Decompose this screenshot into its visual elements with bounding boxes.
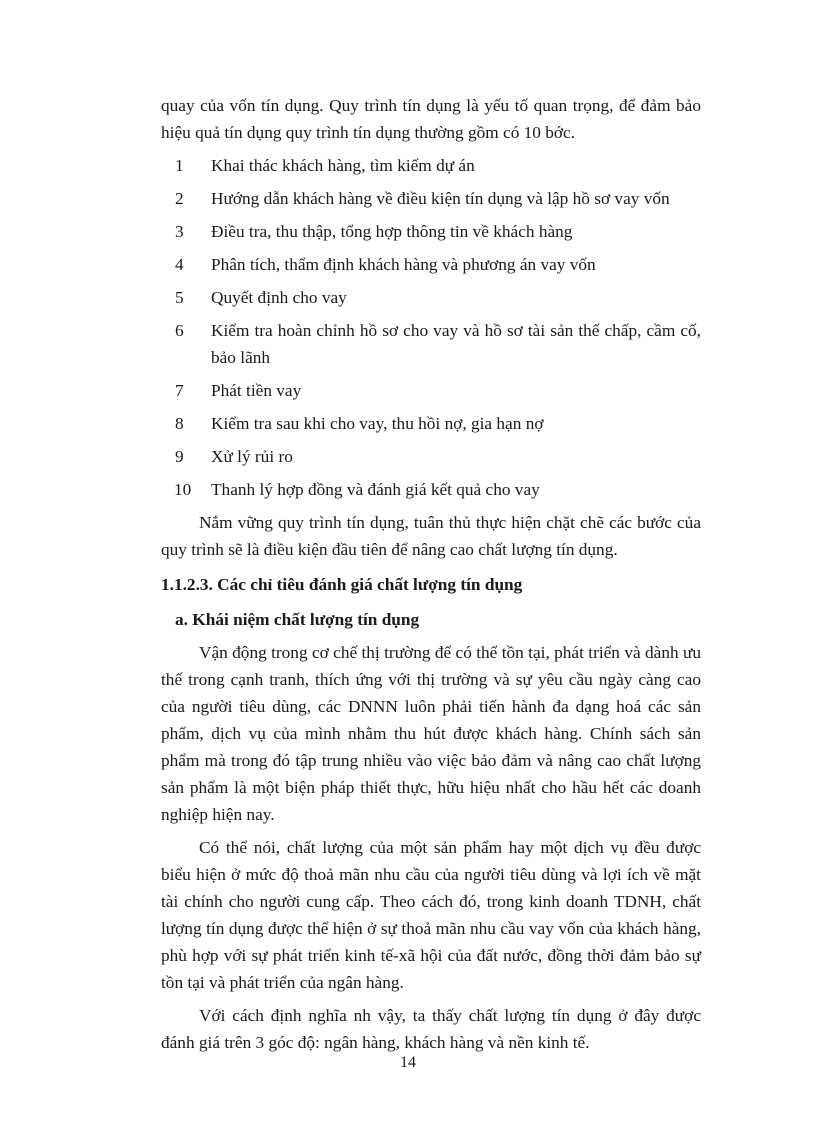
step-text: Khai thác khách hàng, tìm kiếm dự án <box>211 156 475 175</box>
step-number: 7 <box>175 381 184 400</box>
step-text: Điều tra, thu thập, tổng hợp thông tin về khách hàng <box>211 222 573 241</box>
step-number: 8 <box>175 414 184 433</box>
list-item <box>175 218 701 245</box>
body-paragraph: Vận động trong cơ chế thị trường để có thể tồn tại, phát triển và dành ưu thế trong cạnh tranh, thích ứng với thị trường và sự yêu cầu ngày càng cao của người tiêu dùng, các DNNN luôn phải tiến hành đa dạng hoá các sản phẩm, dịch vụ của mình nhằm thu hút được khách hàng. Chính sách sản phẩm mà trong đó tập trung nhiều vào việc bảo đảm và nâng cao chất lượng sản phẩm là một biện pháp thiết thực, hữu hiệu nhất cho hầu hết các doanh nghiệp hiện nay. <box>161 643 701 824</box>
step-number: 6 <box>175 321 184 340</box>
step-text: Thanh lý hợp đồng và đánh giá kết quả cho vay <box>211 480 540 499</box>
section-heading: 1.1.2.3. Các chỉ tiêu đánh giá chất lượng tín dụng <box>161 575 523 594</box>
list-item <box>175 152 701 179</box>
step-text: Xử lý rủi ro <box>211 447 293 466</box>
subsection-heading: a. Khái niệm chất lượng tín dụng <box>175 610 420 629</box>
step-text: Phân tích, thẩm định khách hàng và phương án vay vốn <box>211 255 596 274</box>
step-number: 2 <box>175 189 184 208</box>
body-paragraph: Với cách định nghĩa nh vậy, ta thấy chất lượng tín dụng ở đây được đánh giá trên 3 góc độ: ngân hàng, khách hàng và nền kinh tế. <box>161 1006 701 1052</box>
step-number: 9 <box>175 447 184 466</box>
list-item <box>175 476 701 503</box>
step-text: Kiểm tra sau khi cho vay, thu hồi nợ, gia hạn nợ <box>211 414 544 433</box>
list-item <box>175 377 701 404</box>
step-text: Kiểm tra hoàn chỉnh hồ sơ cho vay và hồ sơ tài sản thế chấp, cầm cố, bảo lãnh <box>211 321 701 367</box>
step-text: Quyết định cho vay <box>211 288 347 307</box>
page-number: 14 <box>400 1054 416 1071</box>
step-number: 4 <box>175 255 184 274</box>
body-paragraph: Có thể nói, chất lượng của một sản phẩm hay một dịch vụ đều được biểu hiện ở mức độ thoả mãn nhu cầu của người tiêu dùng và lợi ích về mặt tài chính cho người cung cấp. Theo cách đó, trong kinh doanh TDNH, chất lượng tín dụng được thể hiện ở sự thoả mãn nhu cầu vay vốn của khách hàng, phù hợp với sự phát triển kinh tế-xã hội của đất nước, đồng thời đảm bảo sự tồn tại và phát triển của ngân hàng. <box>161 838 701 992</box>
step-number: 10 <box>174 480 192 499</box>
list-item <box>175 251 701 278</box>
step-number: 5 <box>175 288 184 307</box>
list-item <box>175 284 701 311</box>
step-number: 3 <box>175 222 184 241</box>
list-item <box>175 185 701 212</box>
list-item <box>175 410 701 437</box>
step-number: 1 <box>175 156 184 175</box>
summary-paragraph: Nắm vững quy trình tín dụng, tuân thủ thực hiện chặt chẽ các bước của quy trình sẽ là điều kiện đầu tiên để nâng cao chất lượng tín dụng. <box>161 513 701 559</box>
intro-paragraph: quay của vốn tín dụng. Quy trình tín dụng là yếu tố quan trọng, để đảm bảo hiệu quả tín dụng quy trình tín dụng thường gồm có 10 bớc. <box>161 96 701 142</box>
list-item <box>175 443 701 470</box>
list-item <box>175 317 701 371</box>
page-content <box>161 92 701 1056</box>
credit-process-steps-list <box>161 152 701 503</box>
step-text: Hướng dẫn khách hàng về điều kiện tín dụng và lập hồ sơ vay vốn <box>211 189 670 208</box>
step-text: Phát tiền vay <box>211 381 302 400</box>
